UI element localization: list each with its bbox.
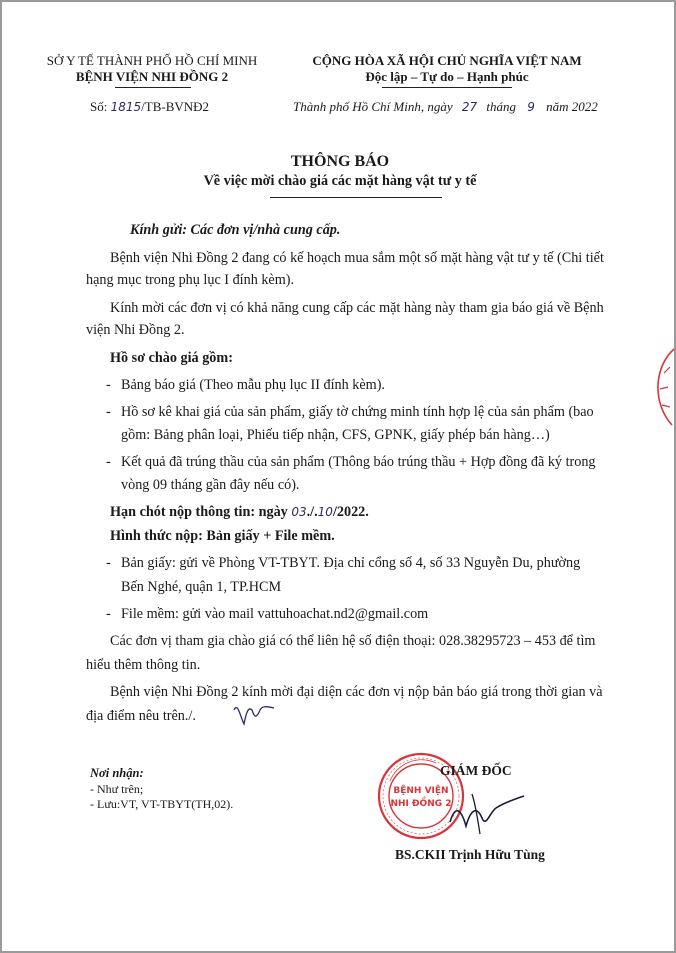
org-underline	[115, 87, 191, 88]
document-title: THÔNG BÁO	[290, 153, 390, 170]
subtitle-underline	[270, 197, 442, 198]
greeting: Kính gửi: Các đơn vị/nhà cung cấp.	[130, 222, 341, 238]
recipient-item-1: - Như trên;	[90, 782, 144, 796]
para2-line1: Kính mời các đơn vị có khả năng cung cấp các mặt hàng này tham gia báo giá về Bệnh	[110, 300, 604, 316]
closing-line1: Bệnh viện Nhi Đồng 2 kính mời đại diện các đơn vị nộp bản báo giá trong thời gian và	[110, 684, 603, 700]
deadline-day: 03	[291, 505, 307, 519]
contact-line1: Các đơn vị tham gia chào giá có thể liên hệ số điện thoại: 028.38295723 – 453 để tìm	[110, 633, 596, 649]
para1-line2: hạng mục trong phụ lục I đính kèm).	[86, 272, 295, 288]
dossier-heading: Hồ sơ chào giá gồm:	[110, 350, 233, 366]
signer-name: BS.CKII Trịnh Hữu Tùng	[395, 847, 545, 862]
para1-line1: Bệnh viện Nhi Đồng 2 đang có kế hoạch mua sắm một số mặt hàng vật tư y tế (Chi tiết	[110, 250, 604, 266]
para2-line2: viện Nhi Đồng 2.	[86, 322, 185, 338]
submit-item-1-line2: Bến Nghé, quận 1, TP.HCM	[121, 579, 282, 595]
dossier-item-3-dash: -	[106, 454, 111, 470]
date-day: 27	[461, 100, 478, 114]
doc-number-handwritten: 1815	[110, 100, 142, 114]
dossier-item-1: Bảng báo giá (Theo mẫu phụ lục II đính kèm).	[121, 377, 385, 393]
dossier-item-1-dash: -	[106, 377, 111, 393]
motto-underline	[382, 87, 512, 88]
initial-signature-icon	[230, 696, 276, 732]
date-line: Thành phố Hồ Chí Minh, ngày 27 tháng 9 năm 2022	[293, 99, 598, 114]
submit-heading: Hình thức nộp: Bản giấy + File mềm.	[110, 528, 335, 544]
org-line2: BỆNH VIỆN NHI ĐỒNG 2	[75, 69, 229, 84]
country-name: CỘNG HÒA XÃ HỘI CHỦ NGHĨA VIỆT NAM	[312, 53, 582, 68]
signature-title: GIÁM ĐỐC	[440, 763, 512, 778]
date-month: 9	[527, 100, 535, 114]
stamp-top-text: BỆNH VIỆN	[393, 786, 449, 796]
dossier-item-3-line1: Kết quả đã trúng thầu của sản phẩm (Thông báo trúng thầu + Hợp đồng đã ký trong	[121, 454, 596, 470]
contact-line2: hiểu thêm thông tin.	[86, 657, 201, 673]
director-signature-icon	[442, 782, 532, 842]
submit-item-2-dash: -	[106, 606, 111, 622]
submit-item-1-line1: Bản giấy: gửi về Phòng VT-TBYT. Địa chỉ cổng số 4, số 33 Nguyễn Du, phường	[121, 555, 581, 571]
dossier-item-3-line2: vòng 09 tháng gần đây nếu có).	[121, 477, 300, 493]
doc-number: Số: 1815/TB-BVNĐ2	[90, 99, 210, 114]
recipients-heading: Nơi nhận:	[90, 766, 144, 780]
dossier-item-2-line2: gồm: Bảng phân loại, Phiếu tiếp nhận, CFS, GPNK, giấy phép bán hàng…)	[121, 427, 550, 443]
recipient-item-2: - Lưu:VT, VT-TBYT(TH,02).	[90, 797, 234, 811]
document-subtitle: Về việc mời chào giá các mặt hàng vật tư y tế	[203, 173, 477, 189]
stamp-bottom-text: NHI ĐỒNG 2	[390, 799, 452, 809]
deadline: Hạn chót nộp thông tin: ngày 03./.10/2022.	[110, 504, 369, 520]
dossier-item-2-dash: -	[106, 404, 111, 420]
motto: Độc lập – Tự do – Hạnh phúc	[365, 69, 529, 84]
deadline-month: 10	[317, 505, 333, 519]
submit-item-2: File mềm: gửi vào mail vattuhoachat.nd2@gmail.com	[121, 606, 429, 622]
org-line1: SỞ Y TẾ THÀNH PHỐ HỒ CHÍ MINH	[46, 53, 258, 68]
edge-stamp-mark-icon	[648, 347, 676, 427]
closing-line2: địa điểm nêu trên./.	[86, 708, 196, 724]
dossier-item-2-line1: Hồ sơ kê khai giá của sản phẩm, giấy tờ chứng minh tính hợp lệ của sản phẩm (bao	[121, 404, 594, 420]
submit-item-1-dash: -	[106, 555, 111, 571]
